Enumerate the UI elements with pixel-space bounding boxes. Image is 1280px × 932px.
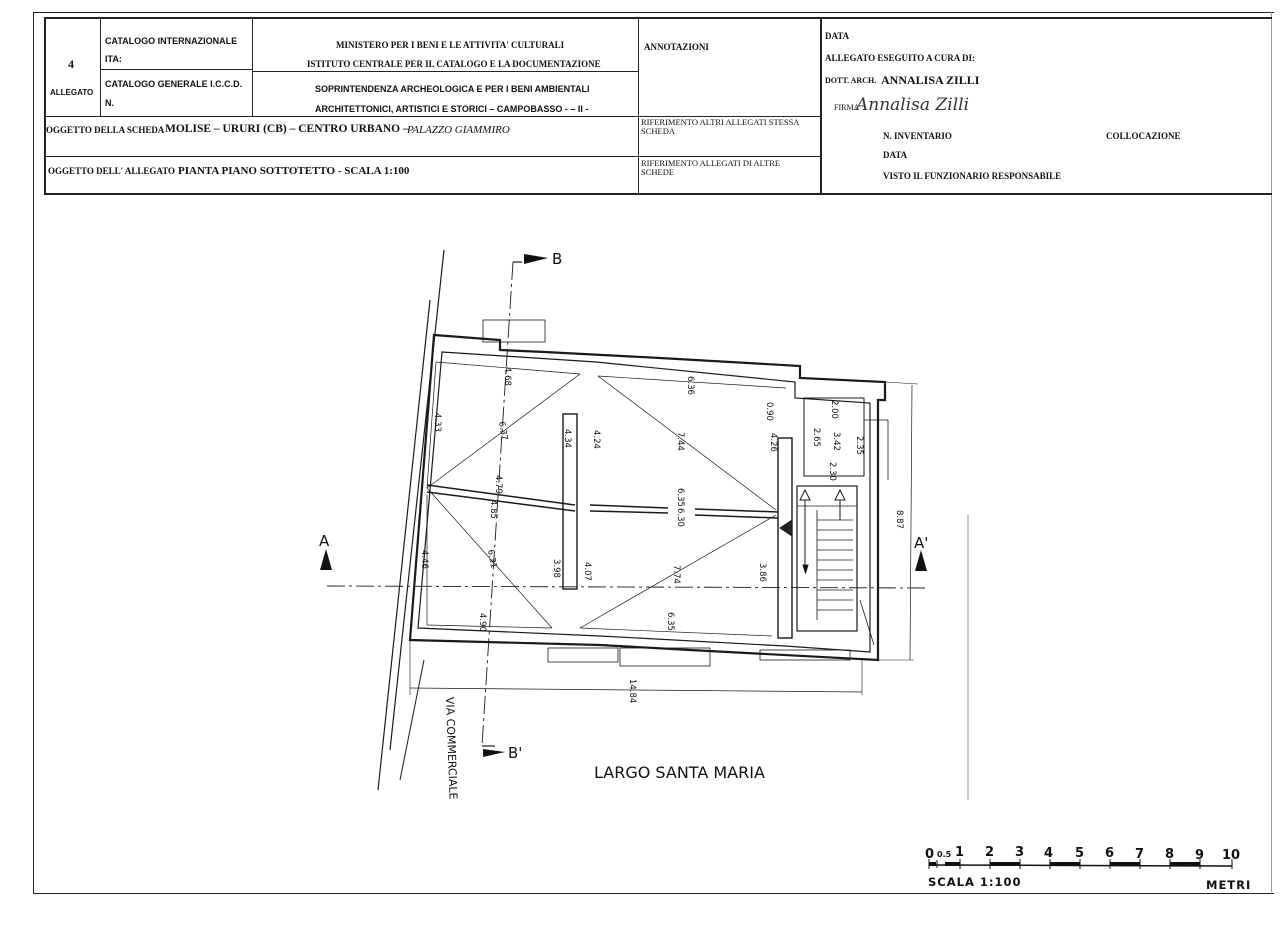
scale-tick-7: 7: [1135, 847, 1145, 862]
scale-tick-3: 3: [1015, 845, 1025, 860]
oggetto-scheda-value: MOLISE – URURI (CB) – CENTRO URBANO –: [165, 123, 409, 135]
dim-485: 4.85: [488, 500, 498, 519]
data2-label: DATA: [883, 150, 908, 160]
dim-468: 4.68: [502, 367, 512, 386]
catalogo-internazionale: CATALOGO INTERNAZIONALE: [105, 36, 238, 46]
dim-433: 4.33: [432, 413, 442, 432]
section-b-top: B: [552, 250, 563, 268]
dim-637: 6.37: [496, 420, 510, 442]
dim-426: 4.26: [768, 433, 778, 452]
scale-tick-2: 2: [985, 845, 995, 860]
n-label: N.: [105, 98, 114, 108]
square-label: LARGO SANTA MARIA: [594, 763, 765, 782]
street-label: VIA COMMERCIALE: [443, 696, 460, 800]
scale-tick-6: 6: [1105, 846, 1115, 861]
scale-tick-1: 1: [955, 845, 965, 860]
scale-bar: [925, 845, 1251, 892]
rif-altre-1: RIFERIMENTO ALLEGATI DI ALTRE: [641, 158, 781, 168]
scale-tick-9: 9: [1195, 848, 1205, 863]
allegato-label: ALLEGATO: [50, 88, 94, 97]
soprintendenza: SOPRINTENDENZA ARCHEOLOGICA E PER I BENI AMBIENTALI: [315, 84, 590, 94]
signature: Annalisa Zilli: [856, 95, 970, 115]
author-name: ANNALISA ZILLI: [881, 73, 980, 87]
istituto: ISTITUTO CENTRALE PER IL CATALOGO E LA DOCUMENTAZIONE: [307, 59, 601, 69]
dim-636: 6.36: [685, 376, 695, 395]
dim-635: 6.35: [675, 488, 685, 507]
dim-774: 7.74: [671, 565, 681, 584]
dim-230: 2.30: [827, 462, 837, 481]
oggetto-scheda-italic: PALAZZO GIAMMIRO: [407, 124, 510, 136]
dim-342: 3.42: [831, 432, 841, 451]
section-b-bottom: B': [508, 744, 523, 762]
visto-funzionario: VISTO IL FUNZIONARIO RESPONSABILE: [883, 171, 1062, 181]
scale-tick-4: 4: [1044, 846, 1054, 861]
firma-label: FIRMA: [834, 103, 860, 112]
dott-arch: DOTT. ARCH.: [825, 76, 877, 85]
dim-434: 4.34: [562, 429, 572, 448]
scale-tick-8: 8: [1165, 847, 1175, 862]
collocazione: COLLOCAZIONE: [1106, 131, 1181, 141]
rif-stessa-1: RIFERIMENTO ALTRI ALLEGATI STESSA: [641, 117, 800, 127]
catalogo-generale: CATALOGO GENERALE I.C.C.D.: [105, 79, 243, 89]
dim-887: 8.87: [894, 510, 904, 529]
scale-tick-10: 10: [1222, 848, 1241, 863]
rif-altre-2: SCHEDE: [641, 167, 675, 177]
architettonici: ARCHITETTONICI, ARTISTICI E STORICI – CAMPOBASSO - – II -: [315, 104, 589, 114]
dim-446: 4.46: [419, 550, 429, 569]
dim-407: 4.07: [582, 562, 592, 581]
annotazioni: ANNOTAZIONI: [644, 42, 709, 52]
dim-200: 2.00: [829, 400, 839, 419]
oggetto-allegato-value: PIANTA PIANO SOTTOTETTO - SCALA 1:100: [178, 165, 410, 177]
dim-490: 4.90: [477, 613, 487, 632]
allegato-eseguito: ALLEGATO ESEGUITO A CURA DI:: [825, 53, 976, 63]
dim-631: 6.31: [485, 548, 499, 570]
data-label: DATA: [825, 31, 850, 41]
oggetto-scheda-label: OGGETTO DELLA SCHEDA: [46, 125, 165, 135]
dim-265: 2.65: [811, 428, 821, 447]
dim-690: 0.90: [764, 402, 774, 421]
scale-unit: METRI: [1206, 878, 1252, 892]
ita-label: ITA:: [105, 54, 122, 64]
section-a-right: A': [914, 534, 929, 552]
dim-1484: 14.84: [627, 679, 637, 704]
dim-635b: 6.35: [665, 612, 675, 631]
n-inventario: N. INVENTARIO: [883, 131, 952, 141]
dim-235: 2.35: [854, 436, 864, 455]
section-a-left: A: [319, 532, 330, 550]
dim-630: 6.30: [675, 508, 685, 527]
dim-398: 3.98: [551, 559, 561, 578]
oggetto-allegato-label: OGGETTO DELL' ALLEGATO: [48, 166, 176, 176]
rif-stessa-2: SCHEDA: [641, 126, 676, 136]
scale-label: SCALA 1:100: [928, 875, 1022, 889]
allegato-number: 4: [68, 57, 74, 71]
dim-386: 3.86: [757, 563, 767, 582]
scale-tick-5: 5: [1075, 846, 1085, 861]
dim-479: 4.79: [493, 475, 503, 494]
ministero: MINISTERO PER I BENI E LE ATTIVITA' CULTURALI: [336, 40, 565, 50]
dim-744: 7.44: [675, 432, 685, 451]
scale-tick-05: 0.5: [937, 850, 952, 859]
dim-424: 4.24: [591, 430, 601, 449]
scale-tick-0: 0: [925, 847, 935, 862]
